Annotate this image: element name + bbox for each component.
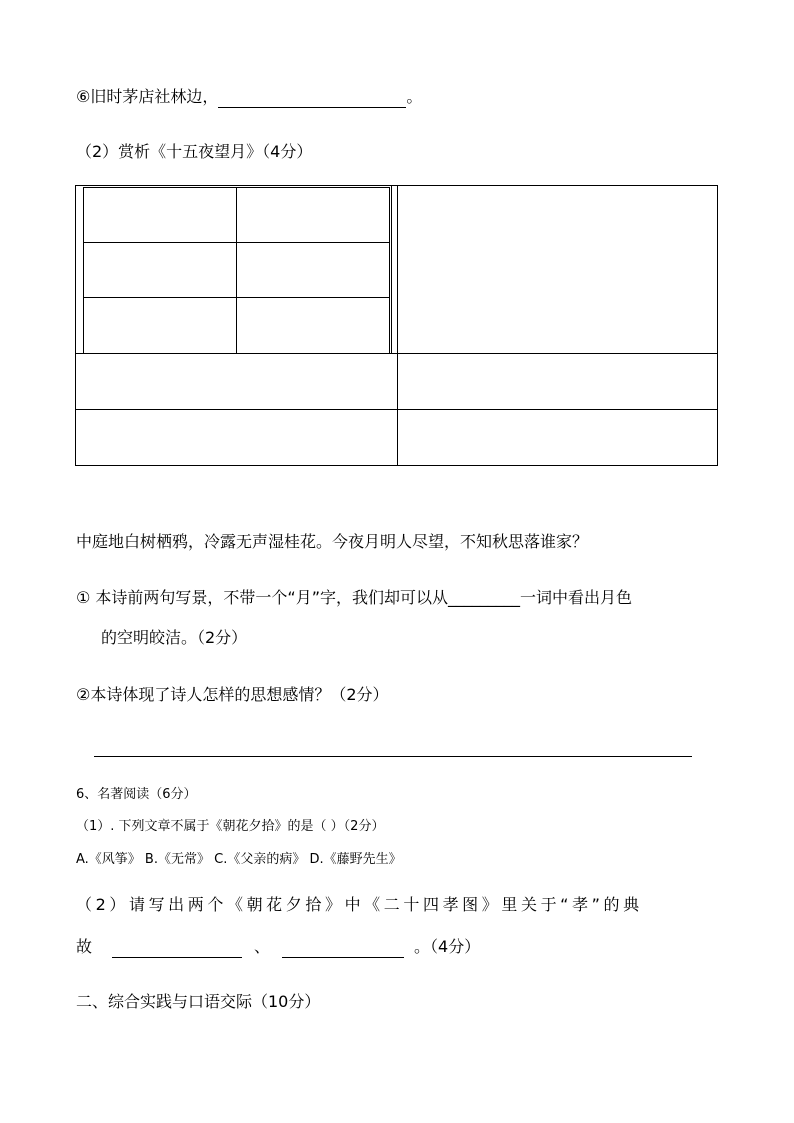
table-divider-b <box>397 185 398 465</box>
section6-options: A.《风筝》 B.《无常》 C.《父亲的病》 D.《藤野先生》 <box>76 852 402 867</box>
table-divider-a <box>391 185 392 353</box>
section2-title: 二、综合实践与口语交际（10分） <box>76 992 321 1011</box>
q6-end: 。 <box>406 87 423 106</box>
section6-q2-line1: （2）请写出两个《朝花夕拾》中《二十四孝图》里关于“孝”的典 <box>76 895 643 914</box>
allusion-blank-1[interactable] <box>112 939 242 958</box>
poem-text: 中庭地白树栖鸦，冷露无声湿桂花。今夜月明人尽望，不知秋思落谁家？ <box>76 532 589 551</box>
table-row-sep-1 <box>75 353 718 354</box>
table-row-sep-2 <box>75 409 718 410</box>
question-two-answer-line[interactable] <box>94 756 692 757</box>
section6-q1: （1）. 下列文章不属于《朝花夕拾》的是（ ）（2分） <box>76 819 385 834</box>
question-one-blank[interactable]: _________ <box>448 588 521 607</box>
appreciation-table <box>0 0 794 500</box>
inner-grid-right <box>389 187 390 353</box>
question-two: ②本诗体现了诗人怎样的思想感情？（2分） <box>76 685 389 704</box>
q2-heading: （2）赏析《十五夜望月》（4分） <box>76 142 313 161</box>
section6-q2-prefix: 故 <box>76 937 93 956</box>
section6-title: 6、名著阅读（6分） <box>76 787 197 802</box>
section6-q2-end: 。（4分） <box>414 937 481 956</box>
question-one-text-end: 一词中看出月色 <box>520 588 633 607</box>
inner-grid-left <box>83 187 84 353</box>
allusion-blank-2[interactable] <box>282 939 404 958</box>
question-one-text: ① 本诗前两句写景，不带一个“月”字，我们却可以从 <box>76 588 449 607</box>
table-border-left <box>75 185 76 465</box>
inner-grid-mid <box>236 187 237 353</box>
q6-text: ⑥旧时茅店社林边， <box>76 87 219 106</box>
section6-q2-line2 <box>76 936 480 958</box>
table-border-bottom <box>75 465 718 466</box>
table-border-right <box>717 185 718 465</box>
question-one-line1 <box>76 587 632 609</box>
section6-q2-sep: 、 <box>254 937 271 956</box>
question-one-line2: 的空明皎洁。（2分） <box>101 628 248 647</box>
